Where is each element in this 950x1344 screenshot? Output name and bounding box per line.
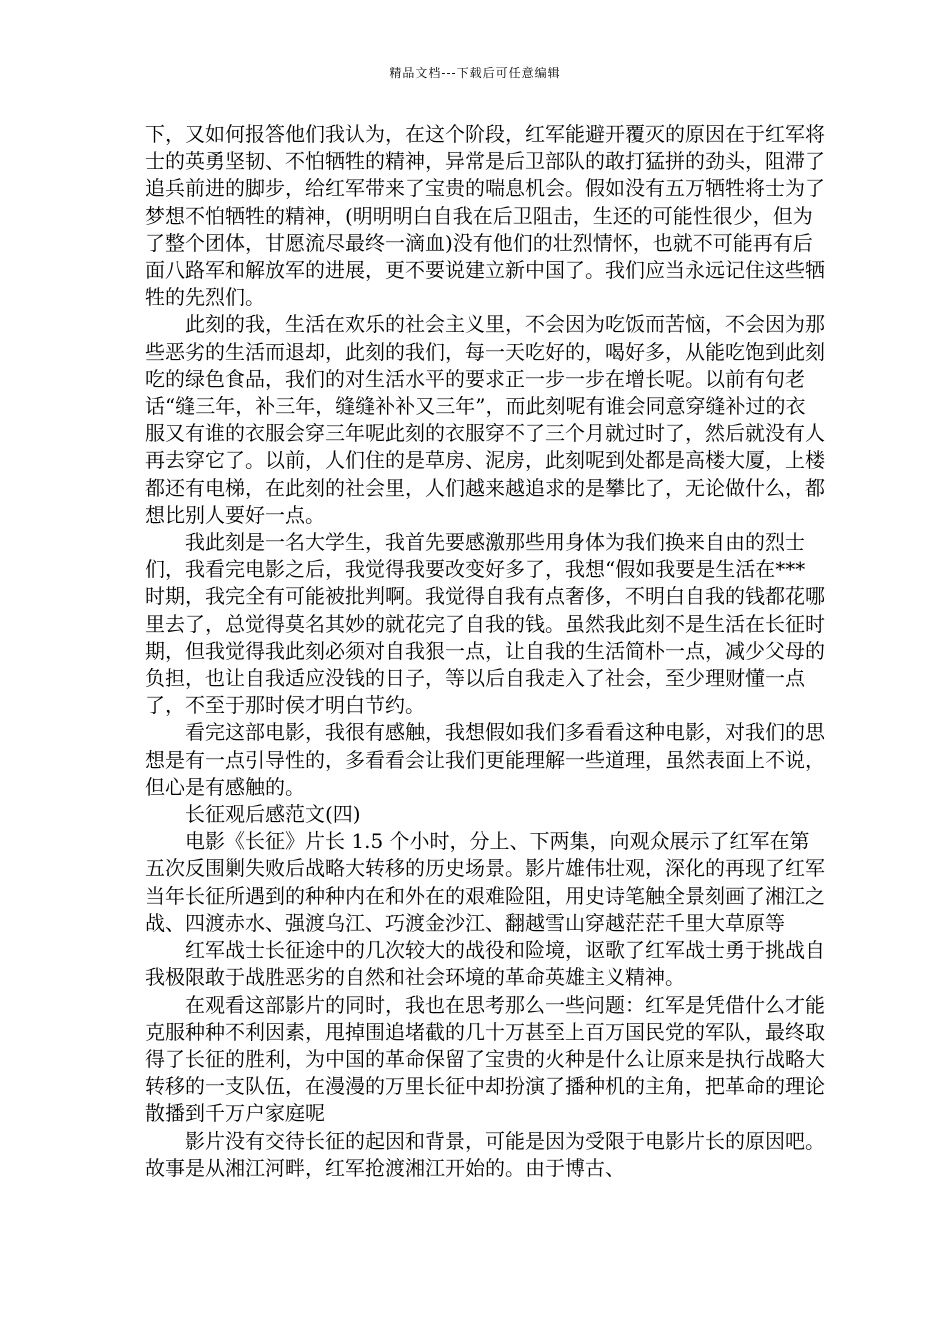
paragraph-6: 红军战士长征途中的几次较大的战役和险境，讴歌了红军战士勇于挑战自我极限敢于战胜恶劣的自然和社会环境的革命英雄主义精神。 xyxy=(145,938,825,990)
paragraph-7: 在观看这部影片的同时，我也在思考那么一些问题：红军是凭借什么才能克服种种不利因素，甩掉围追堵截的几十万甚至上百万国民党的军队，最终取得了长征的胜利，为中国的革命保留了宝贵的火种是什么让原来是执行战略大转移的一支队伍，在漫漫的万里长征中却扮演了播种机的主角，把革命的理论散播到千万户家庭呢 xyxy=(145,992,825,1126)
paragraph-8: 影片没有交待长征的起因和背景，可能是因为受限于电影片长的原因吧。故事是从湘江河畔，红军抢渡湘江开始的。由于博古、 xyxy=(145,1128,825,1180)
paragraph-3: 我此刻是一名大学生，我首先要感激那些用身体为我们换来自由的烈士们，我看完电影之后，我觉得我要改变好多了，我想“假如我要是生活在***时期，我完全有可能被批判啊。我觉得自我有点奢侈，不明白自我的钱都花哪里去了，总觉得莫名其妙的就花完了自我的钱。虽然我此刻不是生活在长征时期，但我觉得我此刻必须对自我狠一点，让自我的生活简朴一点，减少父母的负担，也让自我适应没钱的日子，等以后自我走入了社会，至少理财懂一点了，不至于那时侯才明白节约。 xyxy=(145,530,825,718)
paragraph-5: 电影《长征》片长 1.5 个小时，分上、下两集，向观众展示了红军在第五次反围剿失败后战略大转移的历史场景。影片雄伟壮观，深化的再现了红军当年长征所遇到的种种内在和外在的艰难险阻，用史诗笔触全景刻画了湘江之战、四渡赤水、强渡乌江、巧渡金沙江、翻越雪山穿越茫茫千里大草原等 xyxy=(145,829,825,935)
page-header: 精品文档---下载后可任意编辑 xyxy=(389,66,561,80)
section-heading: 长征观后感范文(四) xyxy=(185,802,361,827)
paragraph-1: 下，又如何报答他们我认为，在这个阶段，红军能避开覆灭的原因在于红军将士的英勇坚韧、不怕牺牲的精神，异常是后卫部队的敢打猛拼的劲头，阻滞了追兵前进的脚步，给红军带来了宝贵的喘息机会。假如没有五万牺牲将士为了梦想不怕牺牲的精神，(明明明白自我在后卫阻击，生还的可能性很少，但为了整个团体，甘愿流尽最终一滴血)没有他们的壮烈情怀，也就不可能再有后面八路军和解放军的进展，更不要说建立新中国了。我们应当永远记住这些牺牲的先烈们。 xyxy=(145,122,825,310)
document-body xyxy=(145,121,825,1182)
paragraph-2: 此刻的我，生活在欢乐的社会主义里，不会因为吃饭而苦恼，不会因为那些恶劣的生活而退却，此刻的我们，每一天吃好的，喝好多，从能吃饱到此刻吃的绿色食品，我们的对生活水平的要求正一步一步在增长呢。以前有句老话“缝三年，补三年，缝缝补补又三年”，而此刻呢有谁会同意穿缝补过的衣服又有谁的衣服会穿三年呢此刻的衣服穿不了三个月就过时了，然后就没有人再去穿它了。以前，人们住的是草房、泥房，此刻呢到处都是高楼大厦，上楼都还有电梯，在此刻的社会里，人们越来越追求的是攀比了，无论做什么，都想比别人要好一点。 xyxy=(145,312,825,527)
paragraph-4: 看完这部电影，我很有感触，我想假如我们多看看这种电影，对我们的思想是有一点引导性的，多看看会让我们更能理解一些道理，虽然表面上不说，但心是有感触的。 xyxy=(145,720,825,799)
